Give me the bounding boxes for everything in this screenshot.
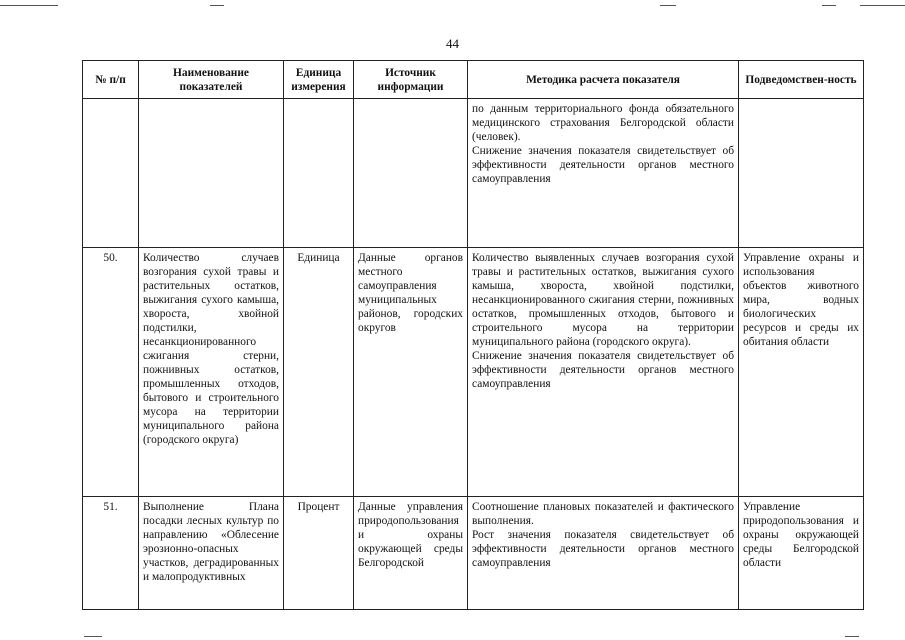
header-source: Источник информации <box>354 61 468 99</box>
row-num <box>83 99 139 248</box>
header-method: Методика расчета показателя <box>468 61 739 99</box>
header-name: Наименование показателей <box>139 61 284 99</box>
table-row <box>83 497 864 610</box>
header-num: № п/п <box>83 61 139 99</box>
row-method: Соотношение плановых показателей и фактического выполнения. Рост значения показателя свидетельствует об эффективности деятельности органов местного самоуправления <box>468 497 739 610</box>
table-row <box>83 248 864 497</box>
row-unit: Процент <box>284 497 354 610</box>
row-num: 50. <box>83 248 139 497</box>
indicators-table <box>82 60 864 610</box>
row-method: по данным территориального фонда обязательного медицинского страхования Белгородской области (человек). Снижение значения показателя свидетельствует об эффективности деятельности органов местного самоуправления <box>468 99 739 248</box>
scan-edge-mark <box>860 5 905 6</box>
row-source: Данные управления природопользования и охраны окружающей среды Белгородской <box>354 497 468 610</box>
row-source <box>354 99 468 248</box>
scan-edge-mark <box>210 5 224 6</box>
row-name: Выполнение Плана посадки лесных культур по направлению «Облесение эрозионно-опасных участков, деградированных и малопродуктивных <box>139 497 284 610</box>
row-subordination: Управление охраны и использования объектов животного мира, водных биологических ресурсов и среды их обитания области <box>739 248 864 497</box>
row-name: Количество случаев возгорания сухой травы и растительных остатков, выжигания сухого камыша, хвороста, хвойной подстилки, несанкционированного сжигания стерни, пожнивных остатков, промышленных отходов, бытового и строительного мусора на территории муниципального района (городского округа) <box>139 248 284 497</box>
scan-edge-mark <box>84 636 102 637</box>
scan-edge-mark <box>660 5 676 6</box>
row-subordination: Управление природопользования и охраны окружающей среды Белгородской области <box>739 497 864 610</box>
row-name <box>139 99 284 248</box>
page-number: 44 <box>446 36 459 51</box>
row-unit <box>284 99 354 248</box>
row-method: Количество выявленных случаев возгорания сухой травы и растительных остатков, выжигания сухого камыша, хвороста, хвойной подстилки, несанкционированного сжигания стерни, пожнивных остатков, промышленных отходов, бытового и строительного мусора на территории муниципального района (городского округа). Снижение значения показателя свидетельствует об эффективности деятельности органов местного самоуправления <box>468 248 739 497</box>
scan-edge-mark <box>822 5 836 6</box>
header-subordination: Подведомствен-ность <box>739 61 864 99</box>
row-subordination <box>739 99 864 248</box>
row-unit: Единица <box>284 248 354 497</box>
table-row <box>83 99 864 248</box>
scan-edge-mark <box>0 5 58 6</box>
row-num: 51. <box>83 497 139 610</box>
scan-edge-mark <box>845 636 859 637</box>
table-header-row <box>83 61 864 99</box>
row-source: Данные органов местного самоуправления муниципальных районов, городских округов <box>354 248 468 497</box>
header-unit: Единица измерения <box>284 61 354 99</box>
